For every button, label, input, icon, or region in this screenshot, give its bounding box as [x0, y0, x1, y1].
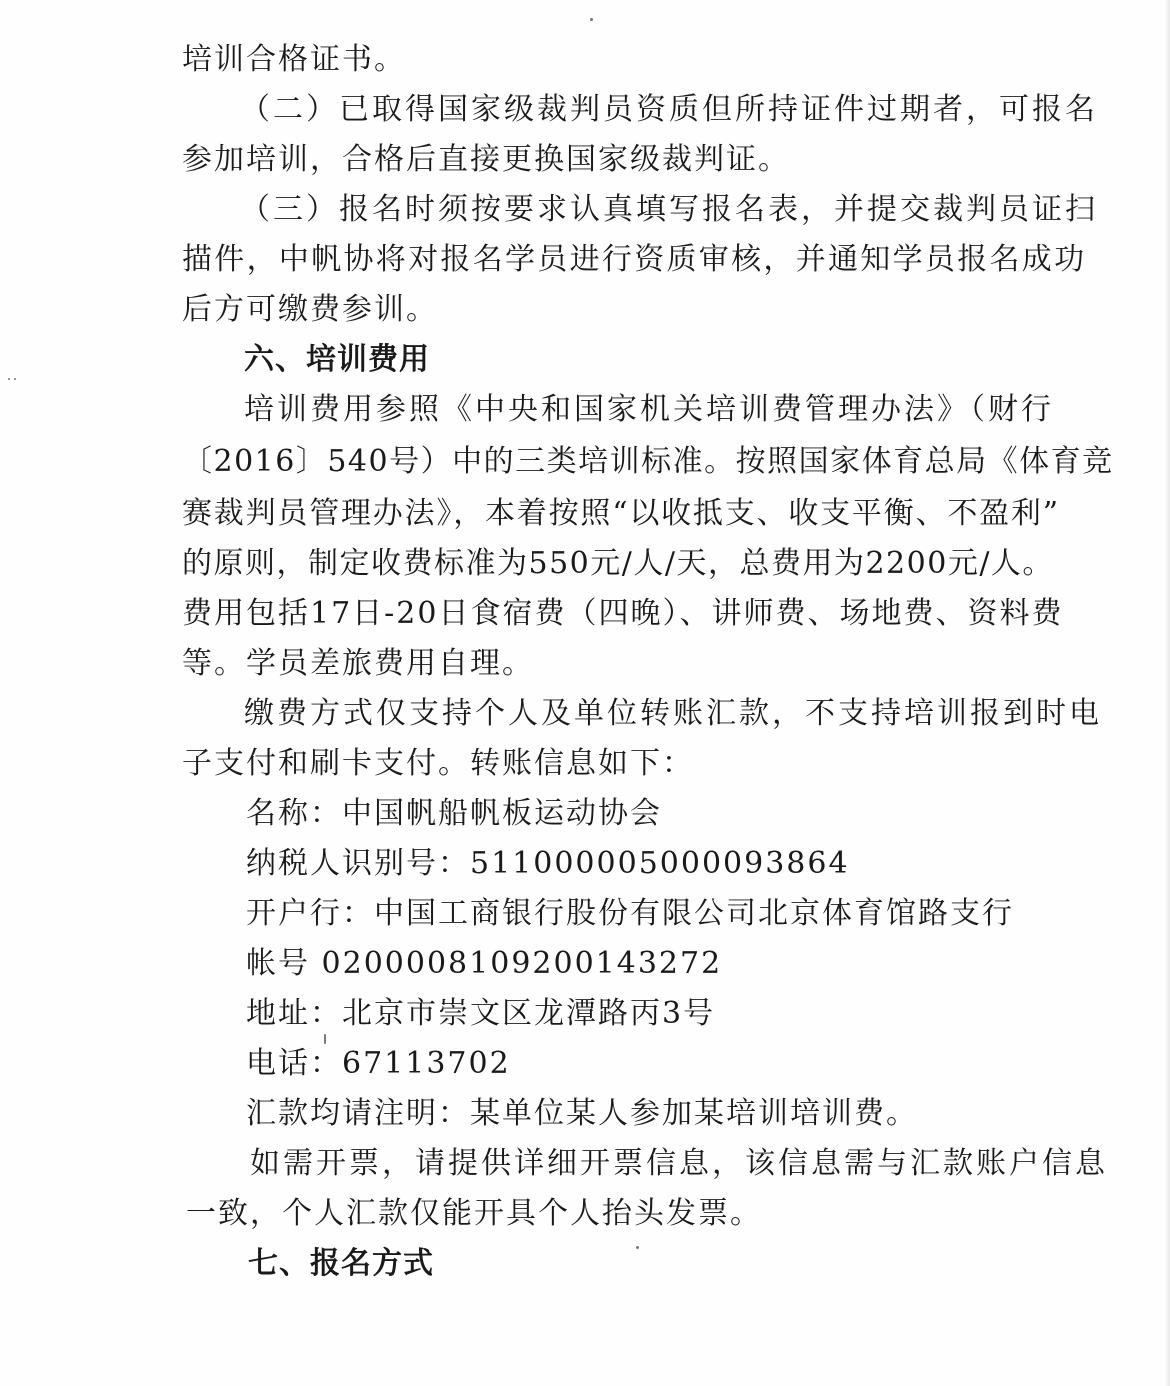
paragraph-line: 培训费用参照《中央和国家机关培训费管理办法》（财行: [244, 392, 1054, 427]
account-number: 帐号 0200008109200143272: [246, 946, 723, 981]
scan-speck: [636, 1246, 639, 1249]
paragraph-line: 培训合格证书。: [182, 42, 406, 77]
paragraph-line: 子支付和刷卡支付。转账信息如下：: [182, 746, 694, 781]
bank-branch: 开户行：中国工商银行股份有限公司北京体育馆路支行: [246, 896, 1014, 931]
paragraph-line: （三）报名时须按要求认真填写报名表，并提交裁判员证扫: [240, 192, 1098, 227]
account-name: 名称：中国帆船帆板运动协会: [246, 796, 662, 831]
paragraph-line: 〔2016〕540号）中的三类培训标准。按照国家体育总局《体育竞: [182, 444, 1114, 479]
scan-speck: [590, 18, 593, 21]
paragraph-line: （二）已取得国家级裁判员资质但所持证件过期者，可报名: [240, 92, 1098, 127]
scan-speck: [324, 1034, 326, 1044]
page-edge: [1165, 0, 1170, 1386]
paragraph-line: 后方可缴费参训。: [182, 292, 438, 327]
paragraph-line: 等。学员差旅费用自理。: [182, 646, 534, 681]
paragraph-line: 一致，个人汇款仅能开具个人抬头发票。: [186, 1196, 762, 1231]
scan-speck: [14, 378, 16, 380]
phone-number: 电话：67113702: [246, 1046, 511, 1081]
section-heading-registration: 七、报名方式: [248, 1246, 434, 1281]
address: 地址：北京市崇文区龙潭路丙3号: [246, 996, 716, 1031]
section-heading-fees: 六、培训费用: [244, 342, 430, 377]
paragraph-line: 如需开票，请提供详细开票信息，该信息需与汇款账户信息: [250, 1146, 1108, 1181]
paragraph-line: 费用包括17日-20日食宿费（四晚）、讲师费、场地费、资料费: [182, 596, 1064, 631]
paragraph-line: 汇款均请注明：某单位某人参加某培训培训费。: [246, 1096, 918, 1131]
paragraph-line: 描件，中帆协将对报名学员进行资质审核，并通知学员报名成功: [182, 242, 1087, 277]
scan-speck: [8, 378, 10, 380]
paragraph-line: 的原则，制定收费标准为550元/人/天，总费用为2200元/人。: [182, 546, 1054, 581]
paragraph-line: 参加培训，合格后直接更换国家级裁判证。: [182, 142, 790, 177]
paragraph-line: 赛裁判员管理办法》，本着按照“以收抵支、收支平衡、不盈利”: [182, 496, 1060, 531]
paragraph-line: 缴费方式仅支持个人及单位转账汇款，不支持培训报到时电: [244, 696, 1102, 731]
taxpayer-id: 纳税人识别号：511000005000093864: [246, 846, 850, 881]
